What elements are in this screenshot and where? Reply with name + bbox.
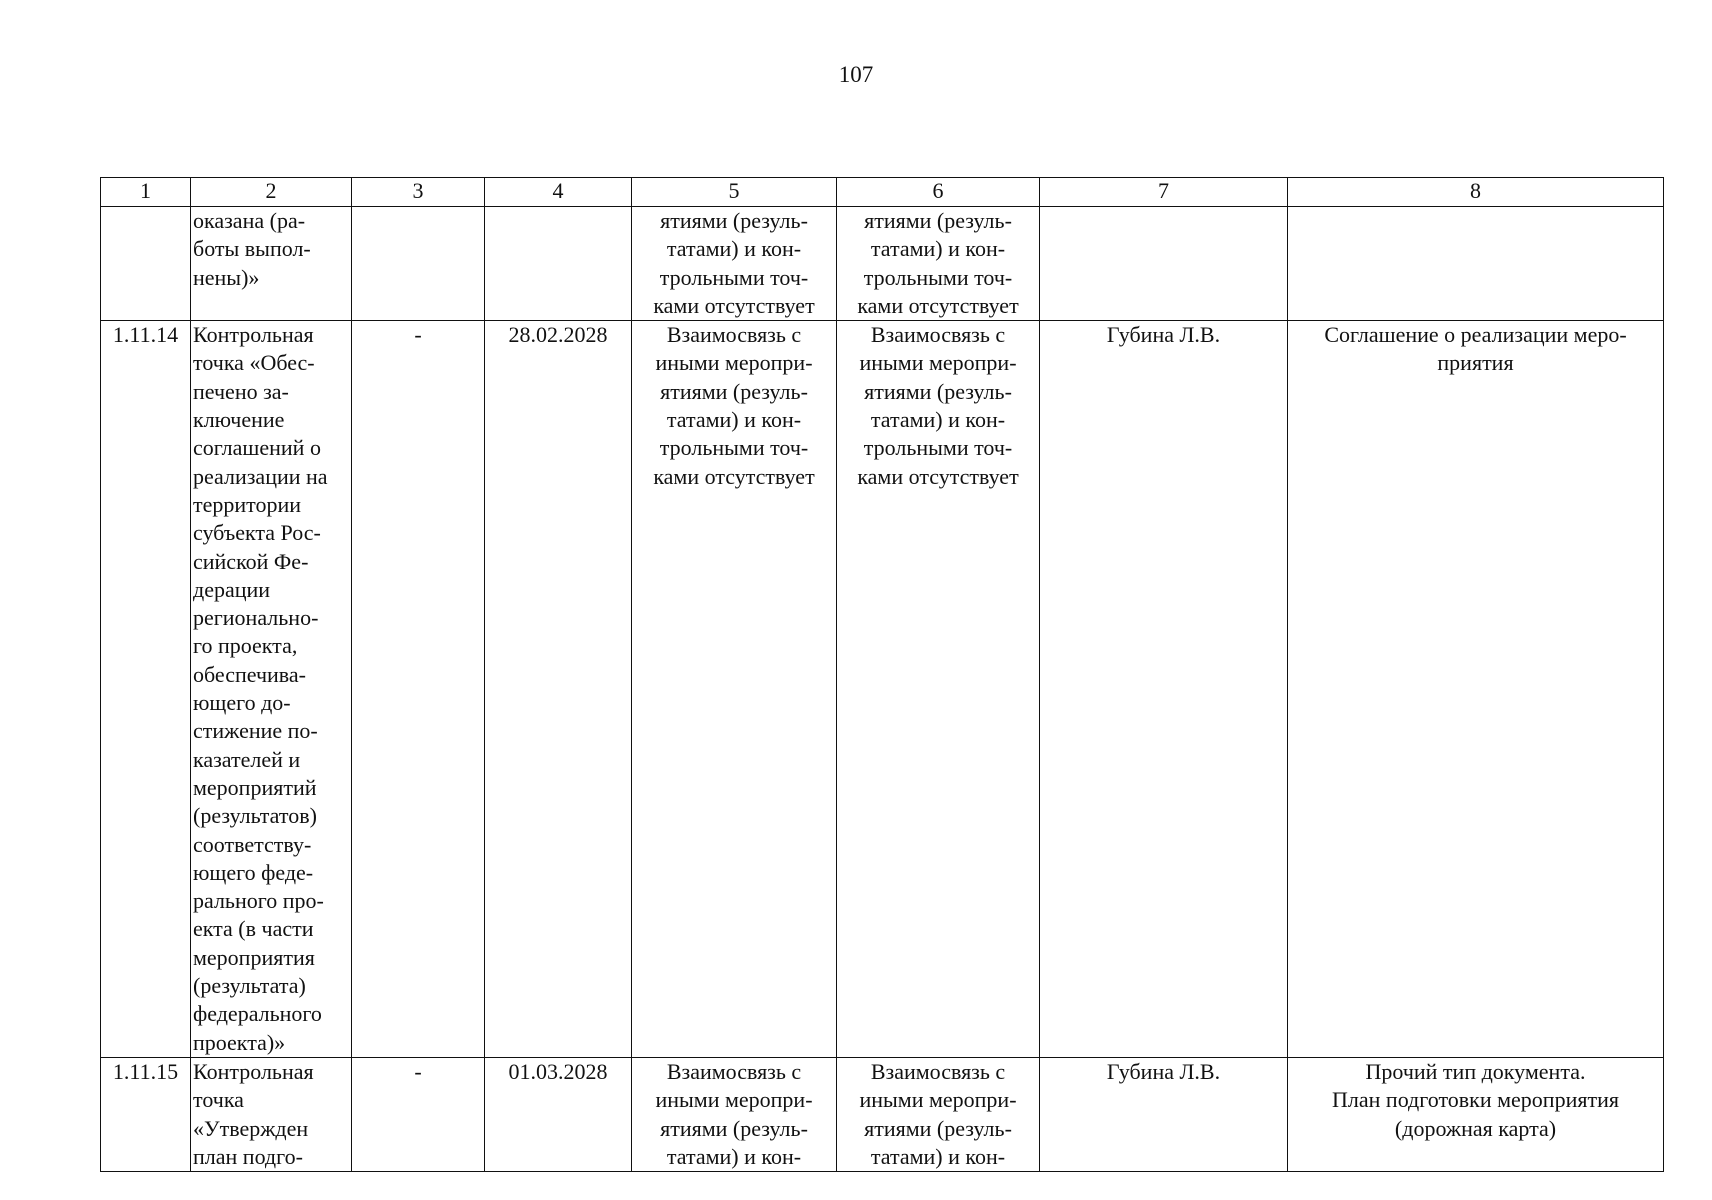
cell-line: иными меропри- [655, 1087, 813, 1113]
document-cell [1288, 1057, 1664, 1171]
cell-line: мероприятия [193, 944, 315, 970]
relationship-cell-6 [837, 1057, 1040, 1171]
table-row [101, 207, 1664, 321]
cell-line: соглашений о [193, 435, 321, 461]
column-header-4: 4 [485, 178, 632, 207]
cell-line: ками отсутствует [653, 463, 815, 489]
row-number-cell: 1.11.15 [101, 1057, 191, 1171]
date-cell [485, 207, 632, 321]
cell-line: Контрольная [193, 322, 314, 348]
cell-line: Прочий тип документа. [1365, 1058, 1586, 1084]
cell-line: иными меропри- [859, 350, 1017, 376]
cell-line: проекта)» [193, 1029, 286, 1055]
cell-line: татами) и кон- [666, 1143, 802, 1169]
relationship-cell-6 [837, 207, 1040, 321]
cell-line: Взаимосвязь с [870, 322, 1006, 348]
cell-line: ятиями (резуль- [864, 378, 1012, 404]
column-header-8: 8 [1288, 178, 1664, 207]
relationship-cell-5 [632, 1057, 837, 1171]
cell-line: территории [193, 491, 302, 517]
cell-line: обеспечива- [193, 661, 306, 687]
column-header-7: 7 [1040, 178, 1288, 207]
cell-line: Взаимосвязь с [666, 1058, 802, 1084]
cell-line: план подго- [193, 1143, 303, 1169]
column-3-cell: - [352, 1057, 485, 1171]
cell-line: ющего до- [193, 690, 291, 716]
cell-line: ками отсутствует [857, 292, 1019, 318]
relationship-cell-6 [837, 321, 1040, 1058]
cell-line: рального про- [193, 888, 324, 914]
cell-line: «Утвержден [193, 1115, 309, 1141]
cell-line: татами) и кон- [870, 236, 1006, 262]
cell-line: казателей и [193, 746, 301, 772]
relationship-cell-5 [632, 321, 837, 1058]
cell-line: татами) и кон- [870, 407, 1006, 433]
column-number-row [101, 178, 1664, 207]
cell-line: (результата) [193, 973, 306, 999]
column-header-3: 3 [352, 178, 485, 207]
cell-line: татами) и кон- [870, 1143, 1006, 1169]
cell-line: ками отсутствует [857, 463, 1019, 489]
cell-line: (дорожная карта) [1394, 1115, 1557, 1141]
cell-line: трольными точ- [659, 264, 809, 290]
cell-line: ятиями (резуль- [660, 208, 808, 233]
table-row [101, 1057, 1664, 1171]
plan-table [100, 177, 1664, 1172]
cell-line: мероприятий [193, 774, 317, 800]
cell-line: План подготовки мероприятия [1332, 1087, 1619, 1113]
cell-line: татами) и кон- [666, 407, 802, 433]
cell-line: иными меропри- [859, 1087, 1017, 1113]
cell-line: соответству- [193, 831, 312, 857]
date-cell: 01.03.2028 [485, 1057, 632, 1171]
cell-line: трольными точ- [659, 435, 809, 461]
cell-line: го проекта, [193, 633, 298, 659]
control-point-name-cell [191, 1057, 352, 1171]
column-header-1: 1 [101, 178, 191, 207]
responsible-cell: Губина Л.В. [1040, 1057, 1288, 1171]
cell-line: ятиями (резуль- [864, 208, 1012, 233]
cell-line: стижение по- [193, 718, 318, 744]
cell-line: ятиями (резуль- [660, 378, 808, 404]
cell-line: субъекта Рос- [193, 520, 321, 546]
cell-line: ключение [193, 407, 285, 433]
column-header-6: 6 [837, 178, 1040, 207]
relationship-cell-5 [632, 207, 837, 321]
cell-line: реализации на [193, 463, 328, 489]
cell-line: боты выпол- [193, 236, 311, 262]
cell-line: трольными точ- [863, 264, 1013, 290]
cell-line: ющего феде- [193, 859, 314, 885]
column-3-cell: - [352, 321, 485, 1058]
column-header-5: 5 [632, 178, 837, 207]
cell-line: (результатов) [193, 803, 317, 829]
cell-line: оказана (ра- [193, 208, 306, 233]
cell-line: трольными точ- [863, 435, 1013, 461]
cell-line: Контрольная [193, 1058, 314, 1084]
cell-line: ятиями (резуль- [864, 1115, 1012, 1141]
column-3-cell [352, 207, 485, 321]
responsible-cell: Губина Л.В. [1040, 321, 1288, 1058]
cell-line: печено за- [193, 378, 289, 404]
cell-line: Соглашение о реализации меро- [1324, 322, 1627, 348]
table-row [101, 321, 1664, 1058]
cell-line: точка «Обес- [193, 350, 315, 376]
cell-line: ятиями (резуль- [660, 1115, 808, 1141]
column-header-2: 2 [191, 178, 352, 207]
cell-line: точка [193, 1087, 244, 1113]
cell-line: Взаимосвязь с [870, 1058, 1006, 1084]
cell-line: ками отсутствует [653, 292, 815, 318]
date-cell: 28.02.2028 [485, 321, 632, 1058]
cell-line: Взаимосвязь с [666, 322, 802, 348]
row-number-cell: 1.11.14 [101, 321, 191, 1058]
row-number-cell [101, 207, 191, 321]
cell-line: федерального [193, 1001, 322, 1027]
control-point-name-cell [191, 207, 352, 321]
document-cell [1288, 207, 1664, 321]
cell-line: дерации [193, 576, 271, 602]
cell-line: нены)» [193, 264, 260, 290]
cell-line: татами) и кон- [666, 236, 802, 262]
cell-line: сийской Фе- [193, 548, 309, 574]
cell-line: регионально- [193, 605, 319, 631]
control-point-name-cell [191, 321, 352, 1058]
page-number: 107 [838, 62, 874, 87]
cell-line: екта (в части [193, 916, 314, 942]
cell-line: приятия [1437, 350, 1514, 376]
cell-line: иными меропри- [655, 350, 813, 376]
responsible-cell [1040, 207, 1288, 321]
document-cell [1288, 321, 1664, 1058]
